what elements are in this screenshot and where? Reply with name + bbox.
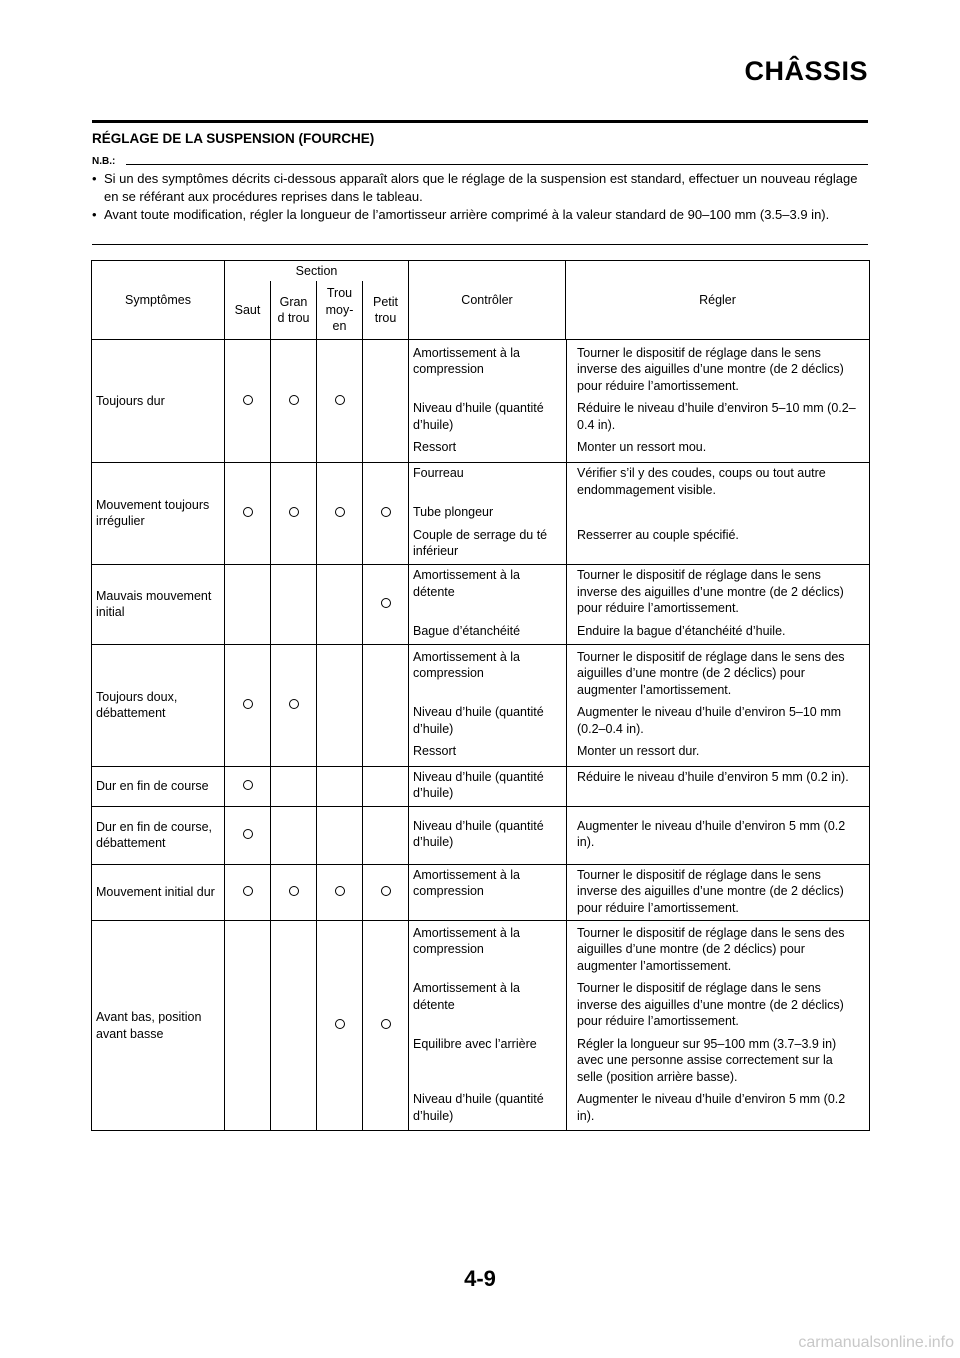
header-symptoms: Symptômes	[92, 261, 225, 340]
section-mark-cell	[225, 921, 271, 1131]
section-mark-cell	[363, 463, 409, 565]
section-mark-cell	[363, 766, 409, 806]
note-list	[92, 170, 868, 224]
section-mark-cell	[225, 564, 271, 644]
check-adjust-pair	[413, 398, 865, 437]
bullet-icon: •	[92, 207, 97, 222]
check-adjust-list	[413, 463, 865, 564]
symptom-cell: Mouvement initial dur	[92, 864, 225, 921]
section-mark-cell	[317, 806, 363, 864]
check-text: Amortissement à la compression	[413, 867, 520, 898]
circle-mark-icon	[381, 598, 391, 608]
adjust-text: Tourner le dispositif de réglage dans le sens des aiguilles d’une montre (de 2 déclics) pour augmenter l’amortissement.	[577, 649, 845, 697]
check-adjust-list	[413, 565, 865, 643]
check-adjust-pair	[413, 1089, 865, 1128]
adjust-text: Tourner le dispositif de réglage dans le sens inverse des aiguilles d’une montre (de 2 déclics) pour réduire l’amortissement.	[577, 568, 844, 615]
check-adjust-cell	[409, 463, 870, 565]
note-item	[92, 206, 868, 224]
check-text: Bague d’étanchéité	[413, 623, 521, 638]
check-adjust-pair	[413, 565, 865, 621]
circle-mark-icon	[335, 507, 345, 517]
note-rule	[126, 164, 868, 165]
circle-mark-icon	[243, 780, 253, 790]
circle-mark-icon	[243, 507, 253, 517]
section-mark-cell	[225, 644, 271, 766]
check-adjust-pair	[413, 767, 865, 806]
section-mark-cell	[225, 340, 271, 463]
header-section-grand-trou: Gran d trou	[271, 281, 317, 340]
table-row	[92, 864, 870, 921]
circle-mark-icon	[335, 886, 345, 896]
check-adjust-pair	[413, 816, 865, 855]
section-mark-cell	[317, 921, 363, 1131]
check-text: Fourreau	[413, 466, 464, 480]
circle-mark-icon	[289, 699, 299, 709]
symptom-cell: Mauvais mouvement initial	[92, 564, 225, 644]
check-adjust-list	[413, 865, 865, 921]
check-adjust-list	[413, 816, 865, 855]
symptom-cell: Toujours doux, débattement	[92, 644, 225, 766]
adjust-text: Réduire le niveau d’huile d’environ 5–10 mm (0.2–0.4 in).	[577, 401, 856, 432]
check-adjust-pair	[413, 463, 865, 502]
circle-mark-icon	[243, 829, 253, 839]
chapter-title: CHÂSSIS	[744, 56, 868, 86]
header-check: Contrôler	[409, 261, 566, 340]
note-end-rule	[92, 244, 868, 245]
check-text: Amortissement à la détente	[413, 981, 520, 1012]
section-mark-cell	[271, 644, 317, 766]
check-adjust-cell	[409, 766, 870, 806]
note-item-text: Avant toute modification, régler la longueur de l’amortisseur arrière comprimé à la valeur standard de 90–100 mm (3.5–3.9 in).	[104, 207, 830, 222]
symptom-cell: Toujours dur	[92, 340, 225, 463]
check-text: Ressort	[413, 440, 457, 454]
check-adjust-pair	[413, 1034, 865, 1090]
adjust-text: Augmenter le niveau d’huile d’environ 5–10 mm (0.2–0.4 in).	[577, 705, 842, 736]
table-row	[92, 564, 870, 644]
section-mark-cell	[317, 644, 363, 766]
symptom-cell: Dur en fin de course	[92, 766, 225, 806]
section-mark-cell	[363, 806, 409, 864]
check-adjust-pair	[413, 923, 865, 979]
section-mark-cell	[225, 864, 271, 921]
symptom-cell: Dur en fin de course, débattement	[92, 806, 225, 864]
table-body	[92, 340, 870, 1131]
section-mark-cell	[271, 806, 317, 864]
check-text: Niveau d’huile (quantité d’huile)	[413, 769, 544, 800]
adjust-text: Enduire la bague d’étanchéité d’huile.	[577, 623, 786, 638]
check-text: Niveau d’huile (quantité d’huile)	[413, 705, 544, 736]
header-section-petit-trou: Petit trou	[363, 281, 409, 340]
section-mark-cell	[225, 766, 271, 806]
circle-mark-icon	[243, 699, 253, 709]
section-mark-cell	[363, 864, 409, 921]
bullet-icon: •	[92, 171, 97, 186]
section-mark-cell	[317, 340, 363, 463]
header-rule	[92, 120, 868, 123]
check-adjust-cell	[409, 806, 870, 864]
table-row	[92, 644, 870, 766]
adjust-text: Tourner le dispositif de réglage dans le sens inverse des aiguilles d’une montre (de 2 déclics) pour réduire l’amortissement.	[577, 345, 844, 393]
check-adjust-cell	[409, 921, 870, 1131]
section-mark-cell	[271, 340, 317, 463]
check-adjust-pair	[413, 647, 865, 703]
check-adjust-cell	[409, 644, 870, 766]
circle-mark-icon	[335, 1019, 345, 1029]
check-text: Niveau d’huile (quantité d’huile)	[413, 401, 544, 432]
note-item-text: Si un des symptômes décrits ci-dessous apparaît alors que le réglage de la suspension est standard, effectuer un nouveau réglage en se référant aux procédures reprises dans le tableau.	[104, 171, 858, 204]
circle-mark-icon	[243, 395, 253, 405]
check-text: Amortissement à la compression	[413, 649, 520, 680]
check-text: Amortissement à la compression	[413, 925, 520, 957]
check-adjust-pair	[413, 525, 865, 564]
section-mark-cell	[317, 766, 363, 806]
table-row	[92, 766, 870, 806]
circle-mark-icon	[381, 1019, 391, 1029]
check-text: Tube plongeur	[413, 505, 494, 519]
circle-mark-icon	[381, 507, 391, 517]
section-mark-cell	[317, 463, 363, 565]
section-mark-cell	[271, 921, 317, 1131]
check-adjust-cell	[409, 564, 870, 644]
adjust-text: Tourner le dispositif de réglage dans le sens inverse des aiguilles d’une montre (de 2 déclics) pour réduire l’amortissement.	[577, 981, 844, 1029]
adjust-text: Monter un ressort mou.	[577, 440, 707, 454]
check-text: Amortissement à la détente	[413, 568, 520, 599]
check-adjust-pair	[413, 702, 865, 741]
check-text: Niveau d’huile (quantité d’huile)	[413, 1092, 544, 1123]
check-adjust-list	[413, 767, 865, 806]
page-number: 4-9	[464, 1266, 496, 1291]
check-adjust-list	[413, 647, 865, 764]
adjust-text: Resserrer au couple spécifié.	[577, 527, 739, 542]
check-adjust-cell	[409, 340, 870, 463]
adjust-text: Tourner le dispositif de réglage dans le sens inverse des aiguilles d’une montre (de 2 déclics) pour réduire l’amortissement.	[577, 867, 844, 915]
section-mark-cell	[271, 463, 317, 565]
circle-mark-icon	[381, 886, 391, 896]
check-adjust-list	[413, 343, 865, 460]
table-row	[92, 921, 870, 1131]
table-row	[92, 340, 870, 463]
check-text: Amortissement à la compression	[413, 345, 520, 376]
adjust-text	[569, 502, 865, 525]
check-adjust-pair	[413, 502, 865, 525]
check-text: Niveau d’huile (quantité d’huile)	[413, 818, 544, 849]
check-adjust-pair	[413, 741, 865, 764]
adjust-text: Augmenter le niveau d’huile d’environ 5 mm (0.2 in).	[577, 818, 846, 849]
header-section-saut: Saut	[225, 281, 271, 340]
watermark: carmanualsonline.info	[798, 1334, 954, 1351]
table-row	[92, 806, 870, 864]
section-mark-cell	[317, 564, 363, 644]
section-mark-cell	[363, 644, 409, 766]
symptoms-table	[91, 260, 870, 1131]
section-mark-cell	[271, 864, 317, 921]
adjust-text: Monter un ressort dur.	[577, 744, 700, 758]
check-text: Couple de serrage du té inférieur	[413, 527, 548, 558]
adjust-text: Vérifier s’il y des coudes, coups ou tout autre endommagement visible.	[577, 466, 826, 497]
check-adjust-pair	[413, 621, 865, 644]
symptom-cell: Mouvement toujours irrégulier	[92, 463, 225, 565]
table-header-row	[92, 261, 870, 282]
header-section-trou-moyen: Trou moy-en	[317, 281, 363, 340]
check-text: Ressort	[413, 744, 457, 758]
section-mark-cell	[363, 564, 409, 644]
check-adjust-list	[413, 923, 865, 1129]
note-label: N.B.:	[92, 156, 116, 167]
section-mark-cell	[363, 340, 409, 463]
section-mark-cell	[271, 766, 317, 806]
adjust-text: Régler la longueur sur 95–100 mm (3.7–3.9 in) avec une personne assise correctement sur la selle (position arrière basse).	[577, 1036, 837, 1084]
header-adjust: Régler	[566, 261, 870, 340]
circle-mark-icon	[243, 886, 253, 896]
adjust-text: Tourner le dispositif de réglage dans le sens des aiguilles d’une montre (de 2 déclics) pour augmenter l’amortissement.	[577, 925, 845, 973]
check-adjust-pair	[413, 865, 865, 921]
circle-mark-icon	[335, 395, 345, 405]
adjust-text: Augmenter le niveau d’huile d’environ 5 mm (0.2 in).	[577, 1092, 846, 1123]
check-text: Equilibre avec l’arrière	[413, 1036, 537, 1051]
section-mark-cell	[225, 806, 271, 864]
circle-mark-icon	[289, 886, 299, 896]
adjust-text: Réduire le niveau d’huile d’environ 5 mm (0.2 in).	[577, 769, 849, 784]
table-row	[92, 463, 870, 565]
section-mark-cell	[271, 564, 317, 644]
section-title: RÉGLAGE DE LA SUSPENSION (FOURCHE)	[92, 131, 375, 146]
check-adjust-cell	[409, 864, 870, 921]
circle-mark-icon	[289, 507, 299, 517]
check-adjust-pair	[413, 343, 865, 399]
note-item	[92, 170, 868, 206]
symptom-cell: Avant bas, position avant basse	[92, 921, 225, 1131]
section-mark-cell	[225, 463, 271, 565]
check-adjust-pair	[413, 978, 865, 1034]
header-section: Section	[225, 261, 409, 282]
circle-mark-icon	[289, 395, 299, 405]
check-adjust-pair	[413, 437, 865, 460]
section-mark-cell	[317, 864, 363, 921]
section-mark-cell	[363, 921, 409, 1131]
